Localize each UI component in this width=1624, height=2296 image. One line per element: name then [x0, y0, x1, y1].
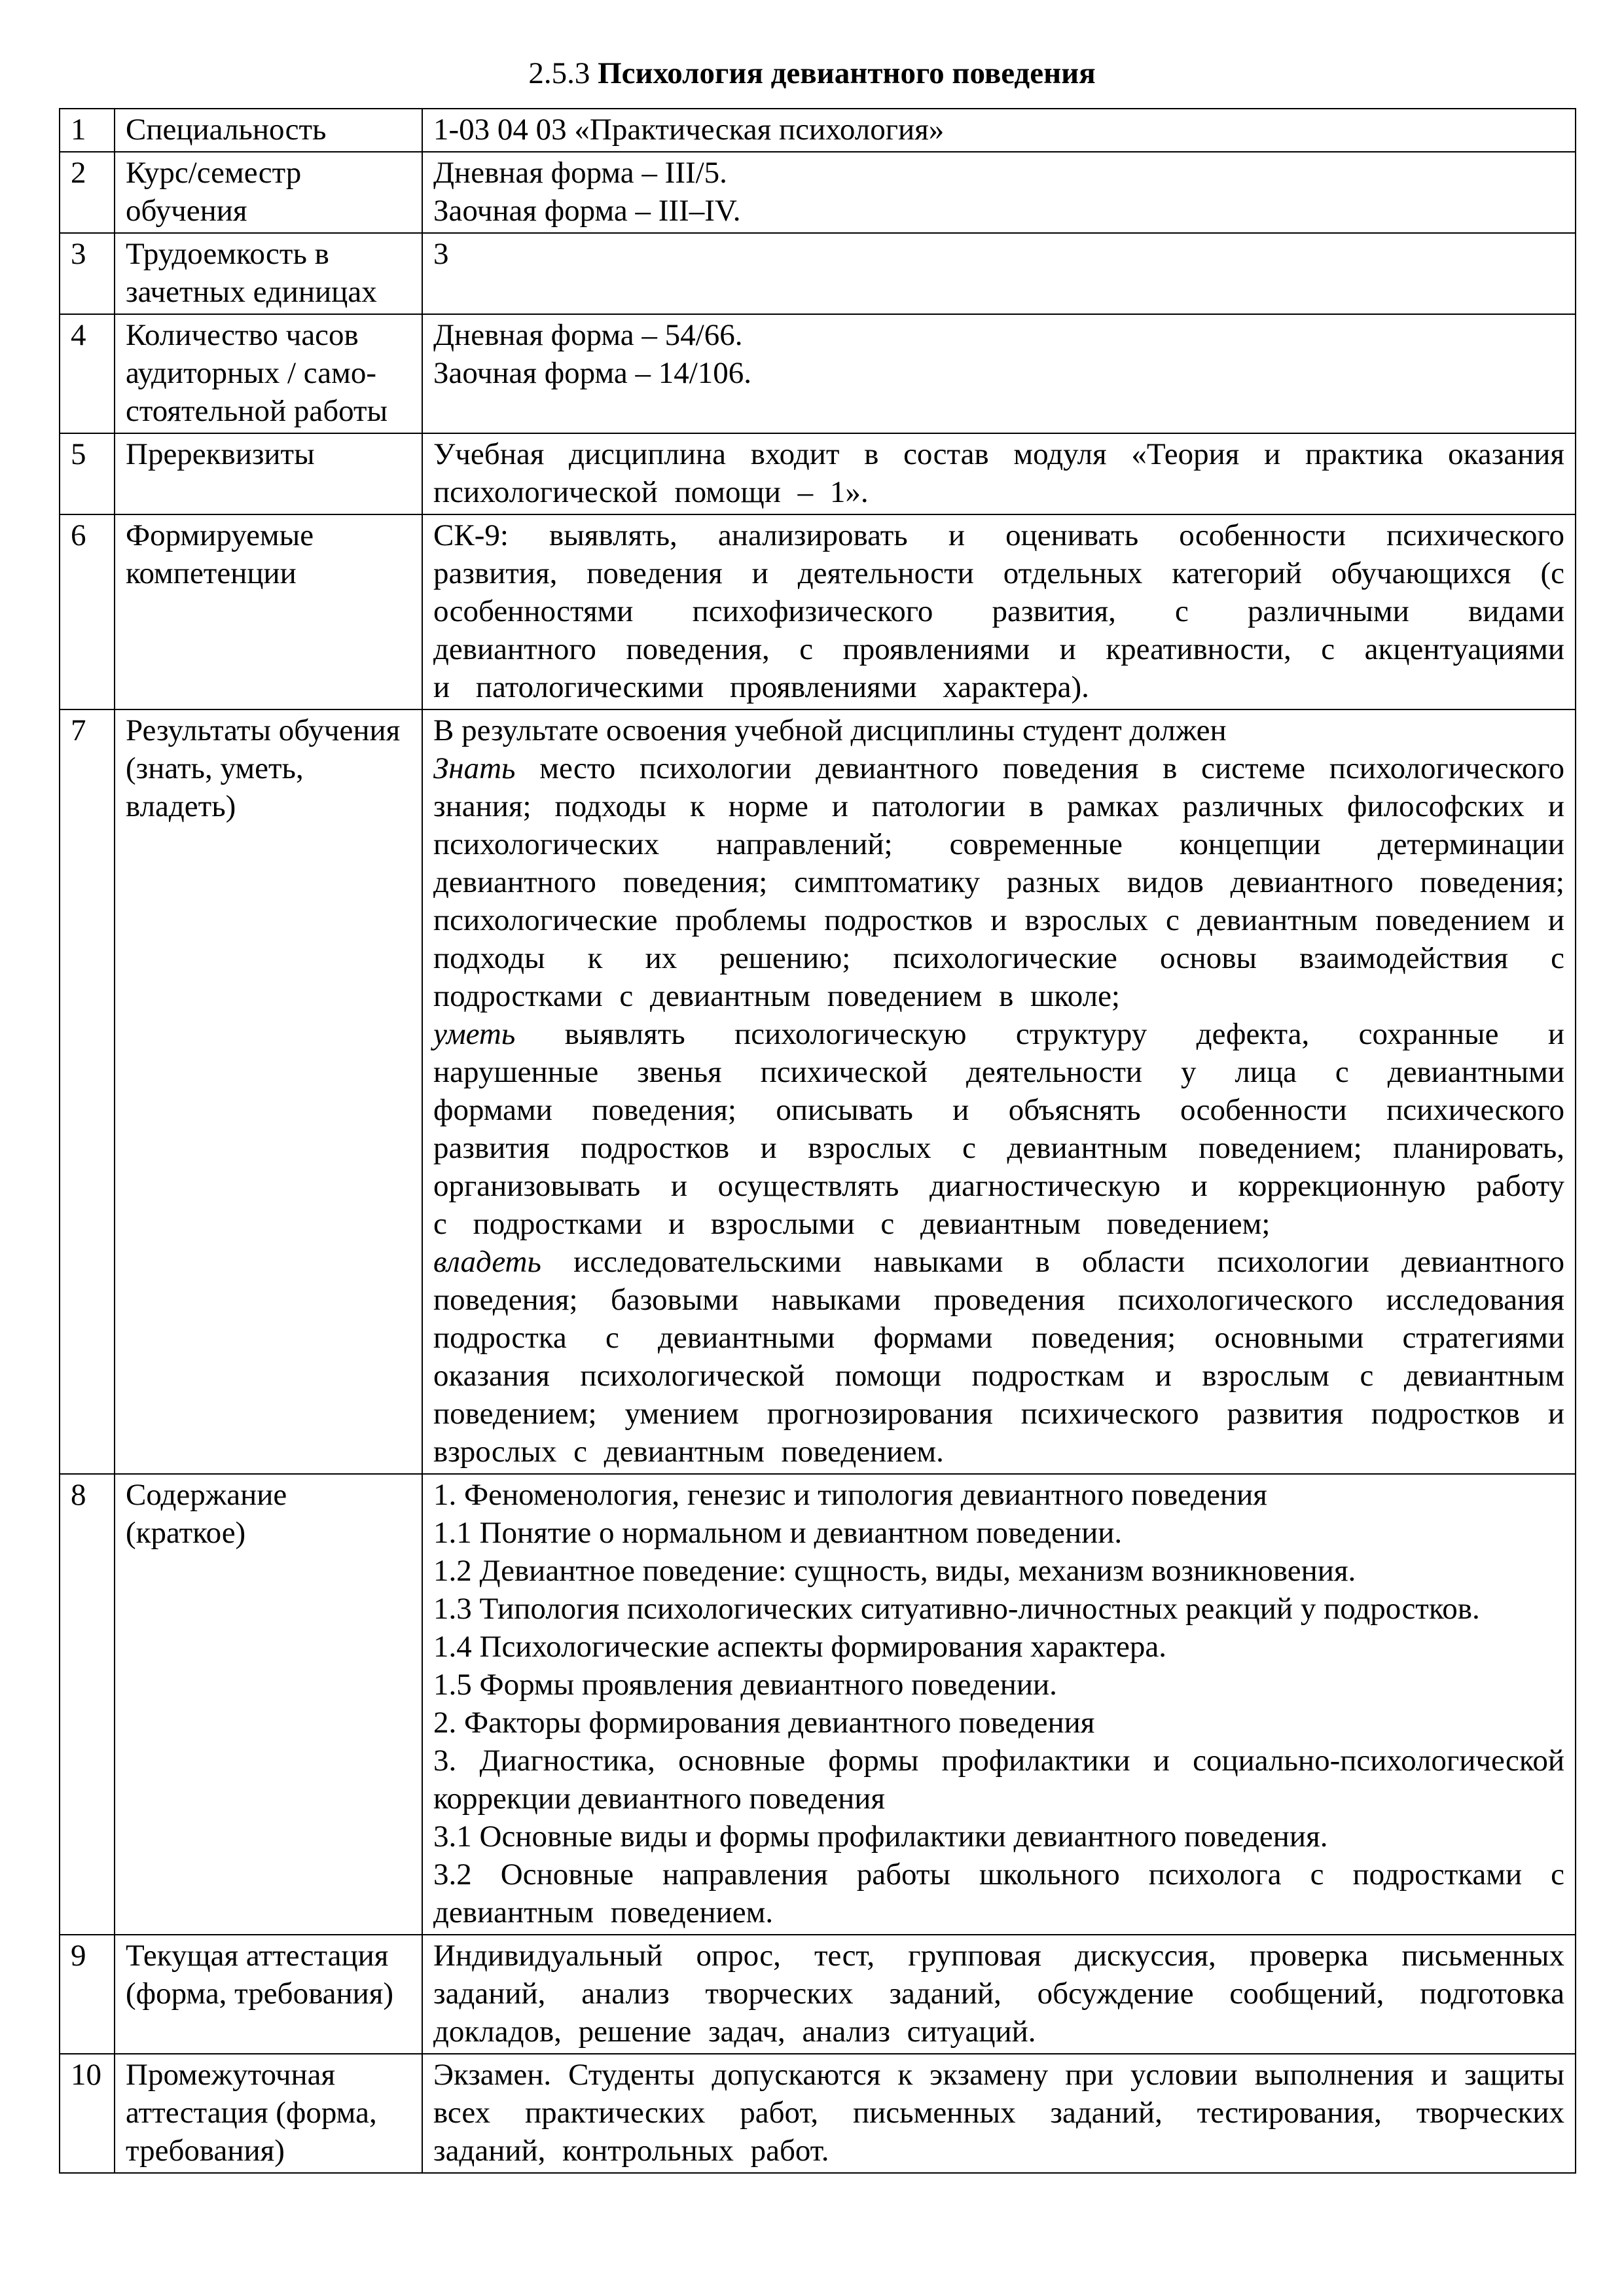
table-row: [60, 1474, 1576, 1935]
can-label: уметь: [433, 1017, 516, 1051]
row-number: 10: [60, 2054, 115, 2173]
row-label: Содержание (краткое): [115, 1474, 422, 1935]
content-item: 1.1 Понятие о нормальном и девиантном поведении.: [433, 1516, 1123, 1550]
row-label: Промежуточная аттестация (форма, требования): [115, 2054, 422, 2173]
row-label: Текущая аттестация (форма, требования): [115, 1935, 422, 2054]
row-number: 1: [60, 109, 115, 152]
row-label: Трудоемкость в зачетных единицах: [115, 233, 422, 314]
table-row: [60, 314, 1576, 433]
row-number: 5: [60, 433, 115, 514]
row-number: 7: [60, 709, 115, 1474]
content-item: 1. Феноменология, генезис и типология девиантного поведения: [433, 1478, 1267, 1512]
content-item: 2. Факторы формирования девиантного поведения: [433, 1706, 1095, 1740]
row-label: Количество часов аудиторных / само-стоятельной работы: [115, 314, 422, 433]
table-row: [60, 709, 1576, 1474]
table-row: [60, 233, 1576, 314]
section-name: Психология девиантного поведения: [598, 56, 1096, 90]
row-label: Специальность: [115, 109, 422, 152]
results-can: [433, 1015, 1564, 1243]
content-item: 3.1 Основные виды и формы профилактики девиантного поведения.: [433, 1820, 1328, 1854]
value-line: Индивидуальный опрос, тест, групповая дискуссия, проверка письменных заданий, анализ творческих заданий, обсуждение сообщений, подготовка докладов, решение задач, анализ ситуаций.: [433, 1939, 1564, 2049]
value-line: Дневная форма – 54/66.: [433, 318, 743, 352]
content-item: 1.5 Формы проявления девиантного поведении.: [433, 1668, 1057, 1702]
row-value: [422, 1474, 1576, 1935]
table-row: [60, 514, 1576, 709]
row-value: [422, 514, 1576, 709]
own-text: исследовательскими навыками в области психологии девиантного поведения; базовыми навыками проведения психологического исследования подростка с девиантными формами поведения; основными стратегиями оказания психологической помощи подросткам и взрослым с девиантным поведением; умением прогнозирования психического развития подростков и взрослых с девиантным поведением.: [433, 1245, 1564, 1469]
value-line: СК-9: выявлять, анализировать и оценивать особенности психического развития, поведения и деятельности отдельных категорий обучающихся (с особенностями психофизического развития, с различными видами девиантного поведения, с проявлениями и креативности, с акцентуациями и патологическими проявлениями характера).: [433, 518, 1564, 704]
row-value: [422, 709, 1576, 1474]
table-row: [60, 2054, 1576, 2173]
row-value: [422, 1935, 1576, 2054]
row-number: 2: [60, 152, 115, 233]
table-row: [60, 1935, 1576, 2054]
content-item: 1.4 Психологические аспекты формирования характера.: [433, 1630, 1166, 1664]
row-label: Результаты обучения (знать, уметь, владеть): [115, 709, 422, 1474]
row-value: [422, 2054, 1576, 2173]
own-label: владеть: [433, 1245, 541, 1279]
know-label: Знать: [433, 751, 516, 785]
table-row: [60, 152, 1576, 233]
page-title: [0, 52, 1624, 94]
row-number: 6: [60, 514, 115, 709]
section-number: 2.5.3: [528, 56, 590, 90]
results-know: [433, 749, 1564, 1015]
row-number: 9: [60, 1935, 115, 2054]
content-item: 3. Диагностика, основные формы профилактики и социально-психологической коррекции девиантного поведения: [433, 1744, 1564, 1816]
row-label: Формируемые компетенции: [115, 514, 422, 709]
content-item: 3.2 Основные направления работы школьного психолога с подростками с девиантным поведением.: [433, 1857, 1564, 1929]
know-text: место психологии девиантного поведения в системе психологического знания; подходы к норме и патологии в рамках различных философских и психологических направлений; современные концепции детерминации девиантного поведения; симптоматику разных видов девиантного поведения; психологические проблемы подростков и взрослых с девиантным поведением и подходы к их решению; психологические основы взаимодействия с подростками с девиантным поведением в школе;: [433, 751, 1564, 1013]
value-line: Экзамен. Студенты допускаются к экзамену при условии выполнения и защиты всех практических работ, письменных заданий, тестирования, творческих заданий, контрольных работ.: [433, 2058, 1564, 2168]
row-value: [422, 433, 1576, 514]
content-item: 1.2 Девиантное поведение: сущность, виды, механизм возникновения.: [433, 1554, 1356, 1588]
value-line: 1-03 04 03 «Практическая психология»: [433, 113, 945, 147]
value-line: 3: [433, 237, 449, 271]
row-value: [422, 109, 1576, 152]
can-text: выявлять психологическую структуру дефекта, сохранные и нарушенные звенья психической деятельности у лица с девиантными формами поведения; описывать и объяснять особенности психического развития подростков и взрослых с девиантным поведением; планировать, организовывать и осуществлять диагностическую и коррекционную работу с подростками и взрослыми с девиантным поведением;: [433, 1017, 1564, 1241]
row-number: 8: [60, 1474, 115, 1935]
row-number: 4: [60, 314, 115, 433]
row-value: [422, 152, 1576, 233]
value-line: Учебная дисциплина входит в состав модуля «Теория и практика оказания психологической помощи – 1».: [433, 437, 1564, 509]
value-line: Заочная форма – 14/106.: [433, 356, 752, 390]
discipline-table: [59, 108, 1576, 2174]
table-row: [60, 109, 1576, 152]
results-own: [433, 1243, 1564, 1471]
content-item: 1.3 Типология психологических ситуативно-личностных реакций у подростков.: [433, 1592, 1480, 1626]
value-line: Дневная форма – III/5.: [433, 156, 727, 190]
row-value: [422, 233, 1576, 314]
row-label: Пререквизиты: [115, 433, 422, 514]
row-value: [422, 314, 1576, 433]
row-label: Курс/семестр обучения: [115, 152, 422, 233]
row-number: 3: [60, 233, 115, 314]
value-line: Заочная форма – III–IV.: [433, 194, 741, 228]
results-intro: В результате освоения учебной дисциплины студент должен: [433, 713, 1227, 747]
table-row: [60, 433, 1576, 514]
